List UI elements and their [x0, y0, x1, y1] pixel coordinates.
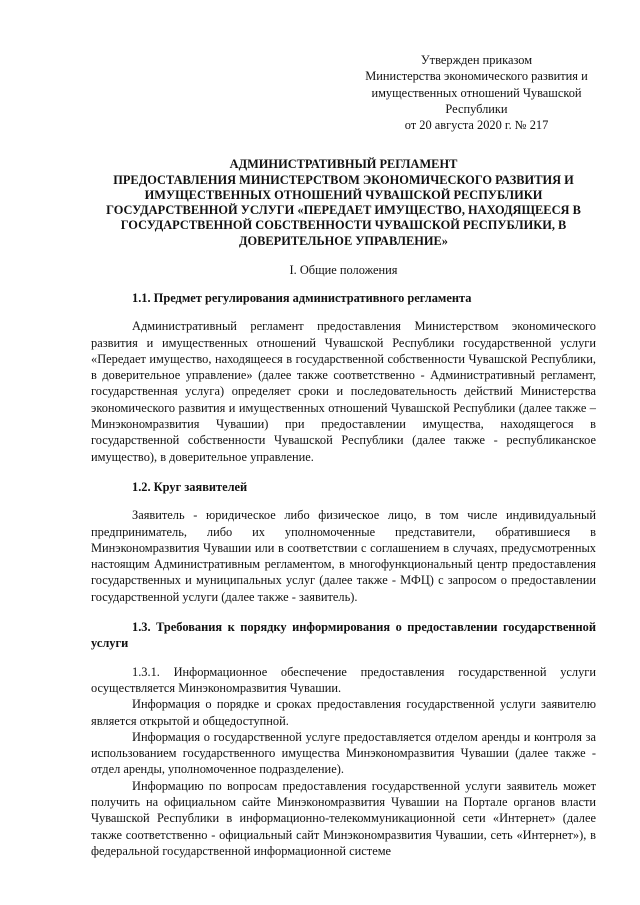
approval-line: Утвержден приказом: [420, 53, 533, 67]
document-title: [91, 157, 596, 248]
paragraph: 1.3.1. Информационное обеспечение предоставления государственной услуги осуществляется Минэкономразвития Чувашии.: [91, 664, 596, 695]
paragraph: Административный регламент предоставления Министерством экономического развития и имущественных отношений Чувашской Республики государственной услуги «Передает имущество, находящееся в государственной собственности Чувашской Республики, в доверительное управление» (далее также соответственно - Административный регламент, государственная услуга) определяет сроки и последовательность действий Министерства экономического развития и имущественных отношений Чувашской Республики (далее также – Минэкономразвития Чувашии) при предоставлении имущества, находящегося в государственной собственности Чувашской Республики (далее также - республиканское имущество), в доверительное управление.: [91, 319, 596, 464]
paragraph: Информацию по вопросам предоставления государственной услуги заявитель может получить на официальном сайте Минэкономразвития Чувашии на Портале органов власти Чувашской Республики в информационно-телекоммуникационной сети «Интернет» (далее также соответственно - официальный сайт Минэкономразвития Чувашии, сеть «Интернет»), в федеральной государственной информационной системе: [91, 778, 596, 858]
part-heading: I. Общие положения: [289, 262, 398, 277]
title-line: ГОСУДАРСТВЕННОЙ УСЛУГИ «ПЕРЕДАЕТ ИМУЩЕСТВО, НАХОДЯЩЕЕСЯ В: [106, 203, 581, 218]
title-line: ПРЕДОСТАВЛЕНИЯ МИНИСТЕРСТВОМ ЭКОНОМИЧЕСКОГО РАЗВИТИЯ И: [113, 172, 574, 187]
section-heading-1-1: 1.1. Предмет регулирования административного регламента: [132, 291, 472, 305]
title-line: ГОСУДАРСТВЕННОЙ СОБСТВЕННОСТИ ЧУВАШСКОЙ РЕСПУБЛИКИ, В: [120, 218, 567, 233]
approval-line: Республики: [445, 101, 508, 116]
title-line: ИМУЩЕСТВЕННЫХ ОТНОШЕНИЙ ЧУВАШСКОЙ РЕСПУБЛИКИ: [144, 187, 543, 202]
section-heading-1-2: 1.2. Круг заявителей: [132, 479, 248, 494]
title-line: ДОВЕРИТЕЛЬНОЕ УПРАВЛЕНИЕ»: [238, 233, 448, 248]
approval-stamp: [357, 52, 596, 133]
paragraph: Информация о государственной услуге предоставляется отделом аренды и контроля за использованием государственного имущества Минэкономразвития Чувашии (далее также - отдел аренды, уполномоченное подразделение).: [91, 729, 596, 777]
approval-line: от 20 августа 2020 г. № 217: [404, 118, 549, 133]
paragraph: Заявитель - юридическое либо физическое лицо, в том числе индивидуальный предприниматель, либо их уполномоченные представители, обратившиеся в Минэкономразвития Чувашии или в соответствии с соглашением в случаях, предусмотренных настоящим Административным регламентом, в многофункциональный центр предоставления государственных и муниципальных услуг (далее также - МФЦ) с запросом о предоставлении государственной услуги (далее также - заявитель).: [91, 508, 596, 604]
approval-line: Министерства экономического развития и: [365, 69, 588, 84]
title-line: АДМИНИСТРАТИВНЫЙ РЕГЛАМЕНТ: [229, 157, 458, 172]
section-heading-1-3: 1.3. Требования к порядку информирования о предоставлении государственной услуги: [91, 620, 596, 651]
paragraph: Информация о порядке и сроках предоставления государственной услуги заявителю является открытой и общедоступной.: [91, 697, 596, 728]
approval-line: имущественных отношений Чувашской: [371, 85, 582, 100]
